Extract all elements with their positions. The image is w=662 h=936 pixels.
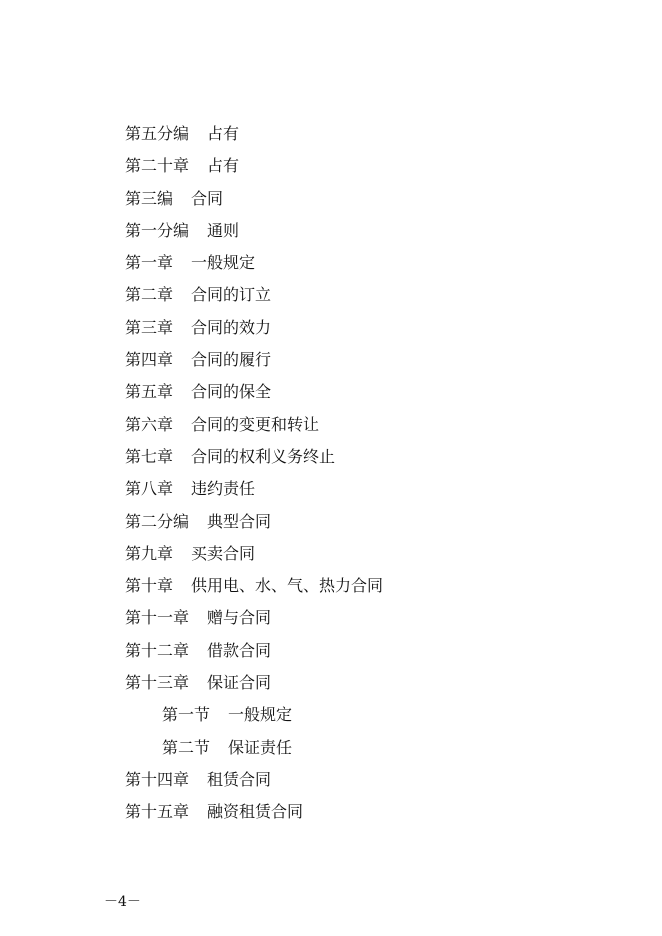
toc-entry-title: 合同的订立 (191, 285, 272, 305)
toc-entry (125, 279, 625, 311)
toc-entry-title: 合同的权利义务终止 (191, 446, 336, 466)
toc-entry-section (125, 732, 625, 764)
toc-entry (125, 150, 625, 182)
toc-entry-title: 占有 (207, 124, 240, 143)
toc-entry-title: 买卖合同 (191, 543, 256, 563)
toc-entry-number: 第三章 (125, 317, 174, 337)
toc-entry-title: 违约责任 (191, 479, 256, 499)
toc-entry-title: 供用电、水、气、热力合同 (191, 576, 384, 596)
toc-entry (125, 506, 625, 538)
toc-entry-number: 第五分编 (125, 124, 190, 143)
toc-entry-title: 一般规定 (191, 253, 256, 273)
toc-entry-number: 第六章 (125, 414, 174, 434)
toc-entry-title: 保证责任 (228, 737, 293, 757)
toc-entry-number: 第十二章 (125, 640, 190, 660)
toc-entry (125, 473, 625, 505)
toc-entry (125, 538, 625, 570)
toc-entry (125, 215, 625, 247)
toc-entry (125, 667, 625, 699)
toc-entry-number: 第四章 (125, 350, 174, 370)
toc-entry-title: 典型合同 (207, 511, 272, 531)
toc-entry-number: 第二十章 (125, 156, 190, 176)
toc-entry-number: 第十章 (125, 576, 174, 596)
toc-entry-number: 第九章 (125, 543, 174, 563)
toc-entry-title: 占有 (207, 156, 240, 176)
page-number: －4－ (104, 894, 141, 910)
toc-entry (125, 441, 625, 473)
toc-entry-title: 合同的履行 (191, 350, 272, 370)
toc-entry (125, 409, 625, 441)
toc-entry (125, 118, 625, 150)
toc-entry (125, 183, 625, 215)
toc-entry-number: 第十一章 (125, 608, 190, 628)
toc-entry (125, 635, 625, 667)
toc-entry-number: 第二分编 (125, 511, 190, 531)
toc-entry-number: 第八章 (125, 479, 174, 499)
toc-entry (125, 376, 625, 408)
toc-entry-title: 合同的保全 (191, 382, 272, 402)
toc-entry (125, 796, 625, 828)
toc-entry (125, 570, 625, 602)
toc-entry (125, 312, 625, 344)
toc-entry (125, 247, 625, 279)
table-of-contents (125, 118, 625, 829)
toc-entry-title: 赠与合同 (207, 608, 272, 628)
toc-entry-number: 第七章 (125, 446, 174, 466)
toc-entry-number: 第十四章 (125, 769, 190, 789)
toc-entry-title: 合同的变更和转让 (191, 414, 320, 434)
toc-entry-number: 第十三章 (125, 673, 190, 693)
toc-entry-section (125, 699, 625, 731)
toc-entry-title: 合同 (191, 188, 224, 208)
toc-entry-title: 一般规定 (228, 705, 293, 725)
toc-entry-number: 第十五章 (125, 802, 190, 822)
toc-entry (125, 764, 625, 796)
toc-entry-number: 第三编 (125, 188, 174, 208)
toc-entry-number: 第二节 (162, 737, 211, 757)
toc-entry-number: 第二章 (125, 285, 174, 305)
toc-entry-title: 通则 (207, 220, 240, 240)
toc-entry-title: 租赁合同 (207, 769, 272, 789)
toc-entry-number: 第一分编 (125, 220, 190, 240)
toc-entry (125, 344, 625, 376)
toc-entry-title: 借款合同 (207, 640, 272, 660)
toc-entry-title: 融资租赁合同 (207, 802, 304, 822)
toc-entry (125, 602, 625, 634)
toc-entry-title: 保证合同 (207, 673, 272, 693)
toc-entry-number: 第五章 (125, 382, 174, 402)
toc-entry-number: 第一节 (162, 705, 211, 725)
toc-entry-title: 合同的效力 (191, 317, 272, 337)
toc-entry-number: 第一章 (125, 253, 174, 273)
